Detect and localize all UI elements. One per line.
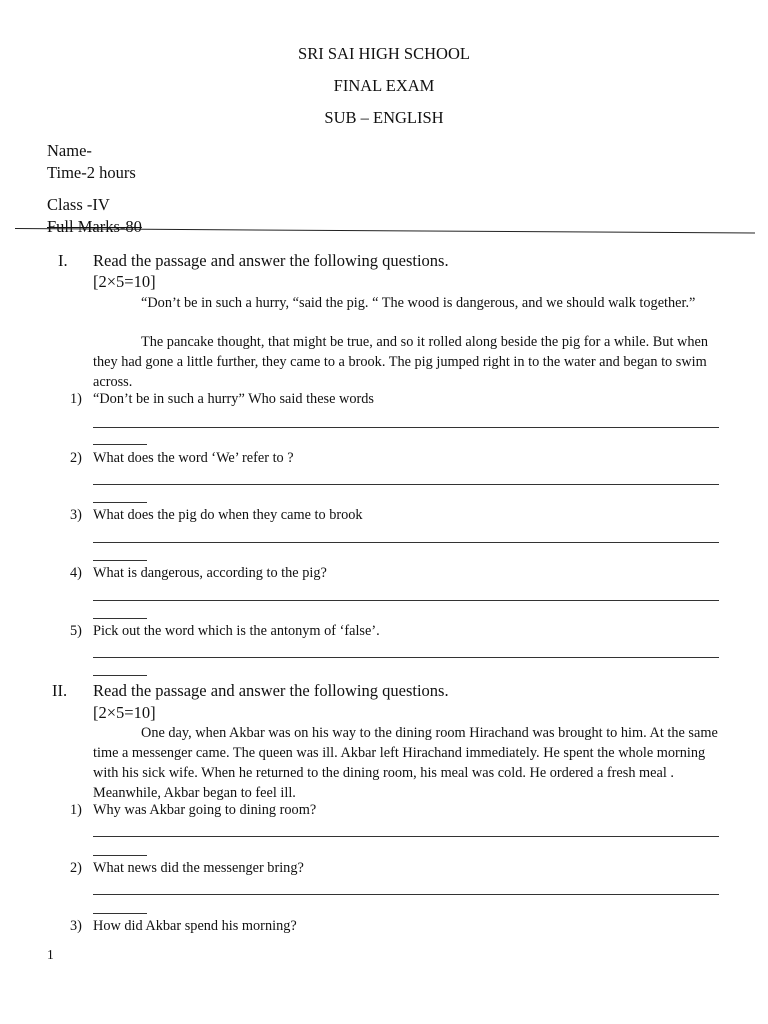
question-1-2-text: What does the word ‘We’ refer to ?: [93, 450, 294, 466]
page-number: 1: [47, 947, 54, 962]
question-1-4-number: 4): [70, 565, 82, 581]
question-1-5-text: Pick out the word which is the antonym of ‘false’.: [93, 623, 380, 639]
question-1-2-number: 2): [70, 450, 82, 466]
section-1-passage-para-2: The pancake thought, that might be true, and so it rolled along beside the pig for a while. But when they had gone a little further, they came to a brook. The pig jumped right in to the water and began to swim across.: [93, 334, 708, 390]
question-2-3-text: How did Akbar spend his morning?: [93, 918, 297, 934]
class-label: Class -IV: [47, 195, 110, 214]
section-2-marks: [2×5=10]: [93, 703, 156, 722]
answer-line: [93, 542, 719, 543]
question-2-2-text: What news did the messenger bring?: [93, 860, 304, 876]
answer-line-tail: [93, 618, 147, 619]
answer-line-tail: [93, 502, 147, 503]
question-1-5-number: 5): [70, 623, 82, 639]
time-label: Time-2 hours: [47, 163, 136, 182]
section-2-number: II.: [52, 681, 68, 700]
question-2-3-number: 3): [70, 918, 82, 934]
exam-title: FINAL EXAM: [333, 76, 435, 95]
section-1-marks: [2×5=10]: [93, 272, 156, 291]
full-marks-label: Full Marks-80: [47, 217, 142, 236]
school-name: SRI SAI HIGH SCHOOL: [298, 44, 470, 63]
subject-title: SUB – ENGLISH: [324, 108, 444, 127]
answer-line: [93, 657, 719, 658]
answer-line-tail: [93, 560, 147, 561]
answer-line: [93, 894, 719, 895]
question-1-4-text: What is dangerous, according to the pig?: [93, 565, 327, 581]
section-1-number: I.: [58, 251, 68, 270]
question-1-3-number: 3): [70, 507, 82, 523]
answer-line-tail: [93, 855, 147, 856]
section-1-heading: Read the passage and answer the following questions.: [93, 251, 449, 270]
question-2-1-number: 1): [70, 802, 82, 818]
section-1-passage-para-1: “Don’t be in such a hurry, “said the pig. “ The wood is dangerous, and we should walk together.”: [141, 295, 696, 311]
question-2-1-text: Why was Akbar going to dining room?: [93, 802, 317, 818]
answer-line: [93, 600, 719, 601]
section-2-passage: One day, when Akbar was on his way to the dining room Hirachand was brought to him. At the same time a messenger came. The queen was ill. Akbar left Hirachand immediately. He spent the whole morning with his sick wife. When he returned to the dining room, his meal was cold. He ordered a fresh meal . Meanwhile, Akbar began to feel ill.: [93, 725, 718, 801]
answer-line-tail: [93, 675, 147, 676]
answer-line-tail: [93, 913, 147, 914]
question-1-1-text: “Don’t be in such a hurry” Who said these words: [93, 391, 374, 407]
name-label: Name-: [47, 141, 92, 160]
question-1-3-text: What does the pig do when they came to brook: [93, 507, 363, 523]
answer-line: [93, 836, 719, 837]
question-1-1-number: 1): [70, 391, 82, 407]
section-2-heading: Read the passage and answer the following questions.: [93, 681, 449, 700]
question-2-2-number: 2): [70, 860, 82, 876]
answer-line-tail: [93, 444, 147, 445]
answer-line: [93, 484, 719, 485]
answer-line: [93, 427, 719, 428]
